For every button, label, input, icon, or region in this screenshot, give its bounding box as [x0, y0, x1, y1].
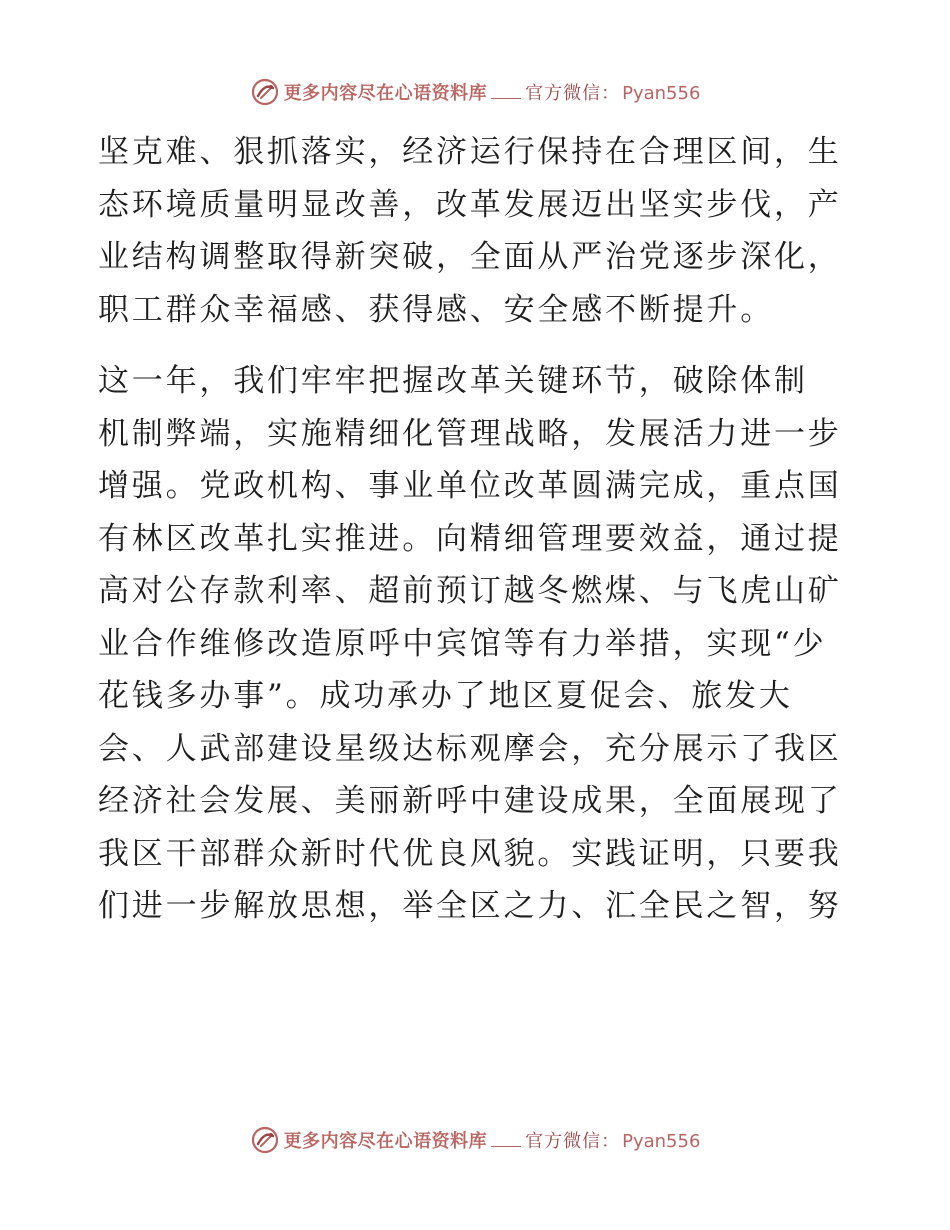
text-line: 高对公存款利率、超前预订越冬燃煤、与飞虎山矿 [98, 573, 842, 609]
text-line: 这一年，我们牢牢把握改革关键环节，破除体制 [98, 363, 808, 399]
text-line: 坚克难、狠抓落实，经济运行保持在合理区间，生 [98, 134, 842, 170]
text-line: 业结构调整取得新突破，全面从严治党逐步深化， [98, 239, 842, 275]
text-line: 机制弊端，实施精细化管理战略，发展活力进一步 [98, 415, 842, 452]
text-line: 们进一步解放思想，举全区之力、汇全民之智，努 [98, 888, 842, 924]
banner-separator [491, 1146, 521, 1147]
text-line: 职工群众幸福感、获得感、安全感不断提升。 [98, 291, 774, 328]
paragraph-1 [98, 126, 858, 336]
banner-site-name: 更多内容尽在心语资料库 [283, 1131, 488, 1152]
banner-text [284, 1127, 701, 1153]
text-line: 有林区改革扎实推进。向精细管理要效益，通过提 [98, 520, 842, 557]
text-line: 我区干部群众新时代优良风貌。实践证明，只要我 [98, 835, 842, 872]
text-line: 花钱多办事”。成功承办了地区夏促会、旅发大 [98, 678, 793, 714]
banner-separator [491, 98, 521, 99]
banner-site-name: 更多内容尽在心语资料库 [283, 83, 488, 104]
banner-wechat-id: Pyan556 [622, 1131, 701, 1152]
text-line: 态环境质量明显改善，改革发展迈出坚实步伐，产 [98, 186, 842, 223]
text-line: 增强。党政机构、事业单位改革圆满完成，重点国 [98, 468, 842, 504]
document-body [98, 126, 858, 933]
logo-icon [250, 77, 280, 107]
footer-watermark-banner [0, 1120, 950, 1160]
logo-icon [250, 1125, 280, 1155]
paragraph-2 [98, 355, 858, 933]
banner-wechat-label: 官方微信： [525, 83, 621, 104]
text-line: 经济社会发展、美丽新呼中建设成果，全面展现了 [98, 783, 842, 819]
text-line: 业合作维修改造原呼中宾馆等有力举措，实现“少 [98, 625, 827, 662]
text-line: 会、人武部建设星级达标观摩会，充分展示了我区 [98, 730, 842, 767]
banner-wechat-id: Pyan556 [622, 83, 701, 104]
banner-wechat-label: 官方微信： [525, 1131, 621, 1152]
header-watermark-banner [0, 72, 950, 112]
paragraph-gap [98, 336, 858, 355]
banner-text [284, 79, 701, 105]
